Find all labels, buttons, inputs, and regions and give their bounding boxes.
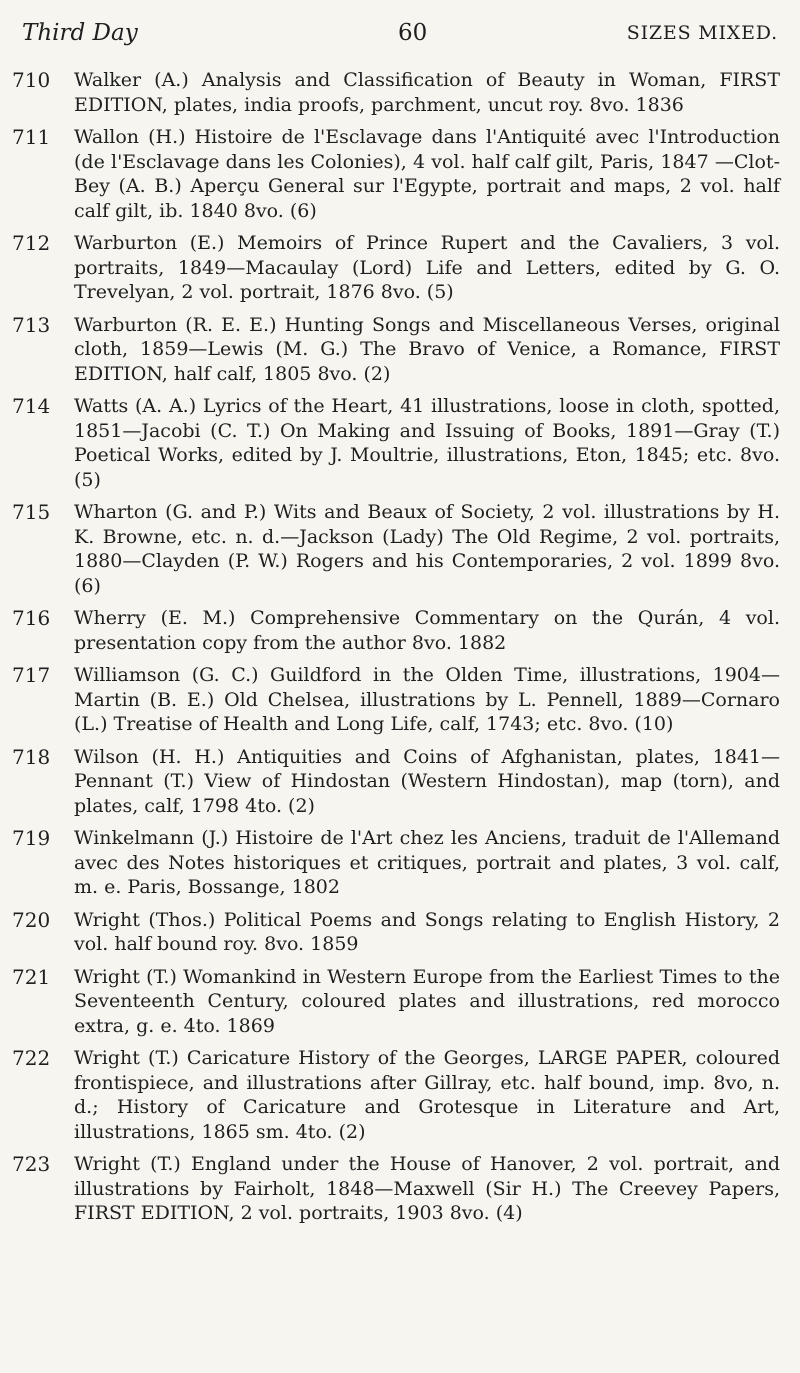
- lot-entry: [12, 68, 780, 117]
- lot-number: 714: [12, 394, 51, 418]
- header-section: SIZES MIXED.: [626, 22, 778, 44]
- lot-entry: [12, 663, 780, 737]
- lot-description: Williamson (G. C.) Guildford in the Olden Time, illustrations, 1904—Martin (B. E.) Old Chelsea, illustrations by L. Pennell, 1889—Cornaro (L.) Treatise of Health and Long Life, calf, 1743; etc. 8vo. (10): [74, 664, 780, 735]
- lot-description: Wright (T.) Womankind in Western Europe from the Earliest Times to the Seventeenth Century, coloured plates and illustrations, red morocco extra, g. e. 4to. 1869: [74, 965, 780, 1037]
- lot-description: Watts (A. A.) Lyrics of the Heart, 41 illustrations, loose in cloth, spotted, 1851—Jacobi (C. T.) On Making and Issuing of Books, 1891—Gray (T.) Poetical Works, edited by J. Moultrie, illustrations, Eton, 1845; etc. 8vo. (5): [74, 395, 780, 491]
- lot-number: 713: [12, 312, 51, 337]
- lot-number: 719: [12, 826, 51, 850]
- lot-entry: [12, 606, 780, 655]
- lot-description: Wright (Thos.) Political Poems and Songs relating to English History, 2 vol. half bound roy. 8vo. 1859: [74, 908, 780, 955]
- lot-number: 710: [12, 68, 51, 92]
- lot-description: Walker (A.) Analysis and Classification of Beauty in Woman, FIRST EDITION, plates, india proofs, parchment, uncut roy. 8vo. 1836: [74, 69, 780, 116]
- lot-number: 722: [12, 1046, 51, 1070]
- lot-description: Wright (T.) Caricature History of the Georges, LARGE PAPER, coloured frontispiece, and illustrations after Gillray, etc. half bound, imp. 8vo, n. d.; History of Caricature and Grotesque in Literature and Art, illustrations, 1865 sm. 4to. (2): [74, 1047, 780, 1143]
- lot-number: 718: [12, 744, 51, 769]
- lot-number: 720: [12, 907, 51, 932]
- lot-description: Wright (T.) England under the House of Hanover, 2 vol. portrait, and illustrations by Fairholt, 1848—Maxwell (Sir H.) The Creevey Papers, FIRST EDITION, 2 vol. portraits, 1903 8vo. (4): [74, 1153, 780, 1224]
- lot-description: Warburton (E.) Memoirs of Prince Rupert and the Cavaliers, 3 vol. portraits, 1849—Macaulay (Lord) Life and Letters, edited by G. O. Trevelyan, 2 vol. portrait, 1876 8vo. (5): [74, 232, 780, 303]
- lot-entry: [12, 1152, 780, 1226]
- lot-description: Warburton (R. E. E.) Hunting Songs and Miscellaneous Verses, original cloth, 1859—Lewis (M. G.) The Bravo of Venice, a Romance, FIRST EDITION, half calf, 1805 8vo. (2): [74, 313, 780, 385]
- lot-entry: [12, 313, 780, 387]
- lot-number: 711: [12, 125, 51, 149]
- lot-description: Wilson (H. H.) Antiquities and Coins of Afghanistan, plates, 1841—Pennant (T.) View of Hindostan (Western Hindostan), map (torn), and plates, calf, 1798 4to. (2): [74, 745, 780, 817]
- lot-entry: [12, 125, 780, 223]
- lot-description: Wharton (G. and P.) Wits and Beaux of Society, 2 vol. illustrations by H. K. Browne, etc. n. d.—Jackson (Lady) The Old Regime, 2 vol. portraits, 1880—Clayden (P. W.) Rogers and his Contemporaries, 2 vol. 1899 8vo. (6): [74, 501, 780, 597]
- lot-number: 716: [12, 606, 51, 630]
- lot-entry: [12, 745, 780, 819]
- lot-entry: [12, 1046, 780, 1144]
- lot-number: 721: [12, 964, 51, 989]
- lot-entry: [12, 965, 780, 1039]
- lot-entry: [12, 231, 780, 305]
- page-header: [22, 20, 778, 60]
- lot-description: Wherry (E. M.) Comprehensive Commentary on the Qurán, 4 vol. presentation copy from the author 8vo. 1882: [74, 607, 780, 654]
- lot-number: 723: [12, 1152, 51, 1176]
- lot-list: [12, 68, 780, 1234]
- lot-description: Winkelmann (J.) Histoire de l'Art chez les Anciens, traduit de l'Allemand avec des Notes historiques et critiques, portrait and plates, 3 vol. calf, m. e. Paris, Bossange, 1802: [74, 827, 780, 898]
- lot-number: 715: [12, 500, 51, 524]
- lot-description: Wallon (H.) Histoire de l'Esclavage dans l'Antiquité avec l'Introduction (de l'Esclavage dans les Colonies), 4 vol. half calf gilt, Paris, 1847 —Clot-Bey (A. B.) Aperçu General sur l'Egypte, portrait and maps, 2 vol. half calf gilt, ib. 1840 8vo. (6): [74, 126, 780, 222]
- lot-entry: [12, 394, 780, 492]
- header-day: Third Day: [22, 20, 138, 46]
- lot-entry: [12, 826, 780, 900]
- lot-number: 712: [12, 231, 51, 255]
- page-number: 60: [398, 20, 428, 46]
- lot-entry: [12, 908, 780, 957]
- lot-number: 717: [12, 663, 51, 687]
- lot-entry: [12, 500, 780, 598]
